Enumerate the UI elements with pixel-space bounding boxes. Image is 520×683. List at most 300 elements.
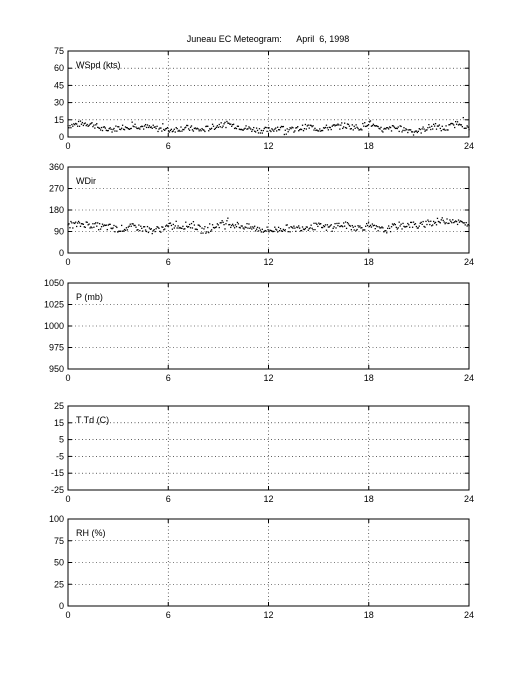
data-point (268, 231, 269, 232)
data-point (100, 228, 101, 229)
data-point (191, 125, 192, 126)
data-point (218, 127, 219, 128)
data-point (457, 224, 458, 225)
data-point (413, 134, 414, 135)
data-point (375, 228, 376, 229)
data-point (111, 131, 112, 132)
y-tick-label: 45 (53, 80, 64, 91)
data-point (441, 130, 442, 131)
data-point (181, 130, 182, 131)
data-point (361, 129, 362, 130)
data-point (328, 129, 329, 130)
data-point (174, 129, 175, 130)
data-point (153, 125, 154, 126)
data-point (367, 225, 368, 226)
data-point (91, 122, 92, 123)
data-point (295, 231, 296, 232)
data-point (433, 124, 434, 125)
data-point (422, 128, 423, 129)
data-point (343, 222, 344, 223)
data-point (279, 230, 280, 231)
data-point (445, 125, 446, 126)
data-point (149, 125, 150, 126)
data-point (415, 223, 416, 224)
data-point (71, 124, 72, 125)
data-point (284, 134, 285, 135)
x-tick-label: 0 (65, 257, 71, 267)
data-point (147, 124, 148, 125)
data-point (370, 225, 371, 226)
data-point (187, 125, 188, 126)
data-point (406, 226, 407, 227)
data-point (222, 125, 223, 126)
data-point (200, 233, 201, 234)
data-point (292, 127, 293, 128)
data-point (412, 227, 413, 228)
x-tick-label: 0 (65, 373, 71, 383)
x-tick-label: 6 (165, 373, 171, 383)
data-point (202, 232, 203, 233)
data-point (221, 127, 222, 128)
data-point (403, 127, 404, 128)
data-point (292, 228, 293, 229)
data-point (310, 227, 311, 228)
data-point (98, 229, 99, 230)
data-point (70, 221, 71, 222)
data-point (363, 126, 364, 127)
data-point (333, 226, 334, 227)
data-point (93, 125, 94, 126)
data-point (276, 229, 277, 230)
x-tick-label: 6 (165, 610, 171, 620)
data-point (74, 124, 75, 125)
data-point (151, 126, 152, 127)
data-point (242, 225, 243, 226)
data-point (464, 222, 465, 223)
data-point (148, 127, 149, 128)
data-point (340, 125, 341, 126)
data-point (314, 128, 315, 129)
data-point (236, 128, 237, 129)
data-point (416, 130, 417, 131)
y-tick-label: 0 (58, 132, 64, 142)
data-point (338, 223, 339, 224)
data-point (273, 131, 274, 132)
y-tick-label: 975 (48, 342, 64, 353)
panel-label: RH (%) (76, 528, 106, 538)
data-point (152, 233, 153, 234)
data-point (182, 226, 183, 227)
data-point (188, 226, 189, 227)
x-tick-label: 0 (65, 141, 71, 151)
data-point (451, 222, 452, 223)
data-point (215, 128, 216, 129)
data-point (391, 226, 392, 227)
data-point (206, 231, 207, 232)
data-point (429, 127, 430, 128)
data-point (207, 126, 208, 127)
y-tick-label: 15 (53, 417, 64, 428)
data-point (344, 123, 345, 124)
data-point (344, 225, 345, 226)
data-point (95, 124, 96, 125)
data-point (454, 127, 455, 128)
data-point (263, 130, 264, 131)
data-point (230, 227, 231, 228)
data-point (80, 120, 81, 121)
data-point (255, 230, 256, 231)
data-point (251, 131, 252, 132)
data-point (452, 219, 453, 220)
x-tick-label: 18 (363, 141, 374, 151)
data-point (74, 223, 75, 224)
data-point (219, 124, 220, 125)
y-tick-label: 180 (48, 205, 64, 215)
data-point (245, 227, 246, 228)
data-point (105, 127, 106, 128)
data-point (333, 124, 334, 125)
data-point (297, 227, 298, 228)
data-point (220, 126, 221, 127)
panel-4 (51, 401, 474, 504)
data-point (193, 221, 194, 222)
data-point (122, 125, 123, 126)
y-tick-label: 0 (58, 248, 64, 258)
data-point (427, 127, 428, 128)
data-point (172, 229, 173, 230)
data-point (223, 224, 224, 225)
data-point (466, 128, 467, 129)
data-point (72, 126, 73, 127)
data-point (107, 229, 108, 230)
data-point (104, 126, 105, 127)
data-point (184, 228, 185, 229)
data-point (252, 129, 253, 130)
data-point (250, 128, 251, 129)
data-point (225, 223, 226, 224)
data-point (135, 227, 136, 228)
data-point (158, 228, 159, 229)
data-point (386, 232, 387, 233)
data-point (387, 127, 388, 128)
data-point (324, 226, 325, 227)
y-tick-label: 60 (53, 63, 64, 74)
data-point (192, 227, 193, 228)
data-point (379, 128, 380, 129)
data-point (190, 127, 191, 128)
data-point (466, 225, 467, 226)
data-point (102, 130, 103, 131)
data-point (118, 126, 119, 127)
data-point (346, 228, 347, 229)
data-point (213, 126, 214, 127)
data-point (302, 125, 303, 126)
data-point (293, 226, 294, 227)
data-point (189, 130, 190, 131)
data-point (247, 128, 248, 129)
data-point (419, 225, 420, 226)
data-point (421, 132, 422, 133)
data-point (260, 229, 261, 230)
data-point (256, 127, 257, 128)
data-point (266, 127, 267, 128)
data-point (320, 223, 321, 224)
data-point (232, 224, 233, 225)
panel-3 (44, 278, 474, 383)
data-point (453, 124, 454, 125)
data-point (142, 126, 143, 127)
data-point (116, 227, 117, 228)
data-point (106, 225, 107, 226)
panel-label: WDir (76, 176, 96, 186)
data-point (76, 226, 77, 227)
data-point (277, 231, 278, 232)
data-point (430, 221, 431, 222)
data-point (144, 226, 145, 227)
data-point (322, 227, 323, 228)
data-point (422, 221, 423, 222)
data-point (244, 128, 245, 129)
data-point (87, 222, 88, 223)
x-tick-label: 6 (165, 257, 171, 267)
data-point (435, 222, 436, 223)
data-point (307, 226, 308, 227)
data-point (211, 229, 212, 230)
data-point (125, 230, 126, 231)
data-point (428, 221, 429, 222)
data-point (385, 128, 386, 129)
data-point (354, 229, 355, 230)
data-point (256, 229, 257, 230)
data-point (462, 126, 463, 127)
data-point (293, 131, 294, 132)
data-point (75, 222, 76, 223)
data-point (208, 130, 209, 131)
data-point (347, 222, 348, 223)
data-point (432, 224, 433, 225)
data-point (235, 224, 236, 225)
data-point (91, 227, 92, 228)
data-point (335, 227, 336, 228)
x-tick-label: 24 (463, 610, 475, 620)
data-point (447, 129, 448, 130)
data-point (131, 226, 132, 227)
data-point (331, 224, 332, 225)
data-point (271, 128, 272, 129)
data-point (115, 125, 116, 126)
data-point (449, 219, 450, 220)
data-point (390, 231, 391, 232)
data-point (399, 225, 400, 226)
data-point (325, 127, 326, 128)
data-point (211, 128, 212, 129)
data-point (468, 225, 469, 226)
data-point (428, 124, 429, 125)
data-point (200, 130, 201, 131)
data-point (190, 227, 191, 228)
data-point (233, 124, 234, 125)
data-point (155, 128, 156, 129)
y-tick-label: 950 (48, 364, 64, 374)
data-point (248, 223, 249, 224)
panel-label: T Td (C) (76, 415, 110, 425)
panel-1 (54, 46, 474, 151)
data-point (108, 130, 109, 131)
data-point (234, 227, 235, 228)
data-point (162, 227, 163, 228)
data-point (140, 226, 141, 227)
data-point (283, 229, 284, 230)
data-point (441, 219, 442, 220)
x-tick-label: 24 (463, 141, 475, 151)
data-point (365, 226, 366, 227)
data-point (312, 229, 313, 230)
data-point (247, 227, 248, 228)
data-point (359, 225, 360, 226)
data-point (457, 121, 458, 122)
data-point (221, 122, 222, 123)
data-point (465, 224, 466, 225)
data-point (149, 227, 150, 228)
data-point (275, 127, 276, 128)
data-point (427, 219, 428, 220)
data-point (308, 230, 309, 231)
data-point (334, 223, 335, 224)
data-point (408, 224, 409, 225)
x-tick-label: 24 (463, 373, 475, 383)
data-point (146, 127, 147, 128)
data-point (127, 229, 128, 230)
y-tick-label: 360 (48, 162, 64, 172)
data-point (204, 226, 205, 227)
data-point (401, 228, 402, 229)
data-point (101, 127, 102, 128)
data-point (312, 125, 313, 126)
data-point (380, 127, 381, 128)
data-point (207, 227, 208, 228)
data-point (373, 124, 374, 125)
x-tick-label: 18 (363, 494, 374, 504)
data-point (294, 130, 295, 131)
data-point (418, 227, 419, 228)
data-point (97, 222, 98, 223)
data-point (146, 231, 147, 232)
data-point (112, 227, 113, 228)
data-point (285, 130, 286, 131)
data-point (155, 228, 156, 229)
data-point (87, 124, 88, 125)
data-point (145, 124, 146, 125)
data-point (356, 229, 357, 230)
data-point (88, 223, 89, 224)
data-point (318, 130, 319, 131)
data-point (185, 127, 186, 128)
y-tick-label: 0 (58, 601, 64, 611)
data-point (135, 126, 136, 127)
data-point (343, 126, 344, 127)
data-point (272, 129, 273, 130)
data-point (396, 227, 397, 228)
y-tick-label: 15 (53, 114, 64, 125)
y-tick-label: 1050 (43, 278, 64, 288)
data-point (67, 125, 68, 126)
data-point (160, 127, 161, 128)
data-point (444, 130, 445, 131)
data-point (145, 229, 146, 230)
data-point (279, 129, 280, 130)
data-point (394, 127, 395, 128)
data-point (120, 129, 121, 130)
data-point (299, 227, 300, 228)
data-point (70, 127, 71, 128)
data-point (424, 227, 425, 228)
y-tick-label: -15 (50, 468, 64, 479)
data-point (416, 226, 417, 227)
data-point (309, 127, 310, 128)
data-point (199, 226, 200, 227)
data-point (205, 233, 206, 234)
data-point (364, 122, 365, 123)
y-tick-label: 100 (48, 514, 64, 524)
data-point (456, 124, 457, 125)
data-point (197, 229, 198, 230)
data-point (179, 131, 180, 132)
data-point (113, 128, 114, 129)
data-point (99, 223, 100, 224)
data-point (101, 226, 102, 227)
data-point (148, 232, 149, 233)
data-point (262, 229, 263, 230)
data-point (400, 224, 401, 225)
x-tick-label: 12 (263, 257, 274, 267)
data-point (349, 125, 350, 126)
data-point (252, 226, 253, 227)
data-point (204, 131, 205, 132)
data-point (354, 126, 355, 127)
data-point (283, 126, 284, 127)
x-tick-label: 6 (165, 494, 171, 504)
data-point (377, 126, 378, 127)
data-point (100, 129, 101, 130)
data-point (68, 223, 69, 224)
data-point (407, 132, 408, 133)
data-point (222, 222, 223, 223)
y-tick-label: 30 (53, 97, 64, 108)
data-point (216, 127, 217, 128)
data-point (167, 127, 168, 128)
data-point (266, 227, 267, 228)
data-point (372, 223, 373, 224)
data-point (377, 226, 378, 227)
data-point (142, 230, 143, 231)
data-point (92, 223, 93, 224)
data-point (243, 228, 244, 229)
data-point (185, 222, 186, 223)
data-point (183, 129, 184, 130)
data-point (402, 130, 403, 131)
data-point (466, 222, 467, 223)
data-point (77, 126, 78, 127)
data-point (69, 227, 70, 228)
data-point (348, 223, 349, 224)
data-point (93, 227, 94, 228)
data-point (258, 230, 259, 231)
data-point (261, 130, 262, 131)
data-point (282, 231, 283, 232)
data-point (126, 227, 127, 228)
data-point (468, 129, 469, 130)
data-point (236, 226, 237, 227)
